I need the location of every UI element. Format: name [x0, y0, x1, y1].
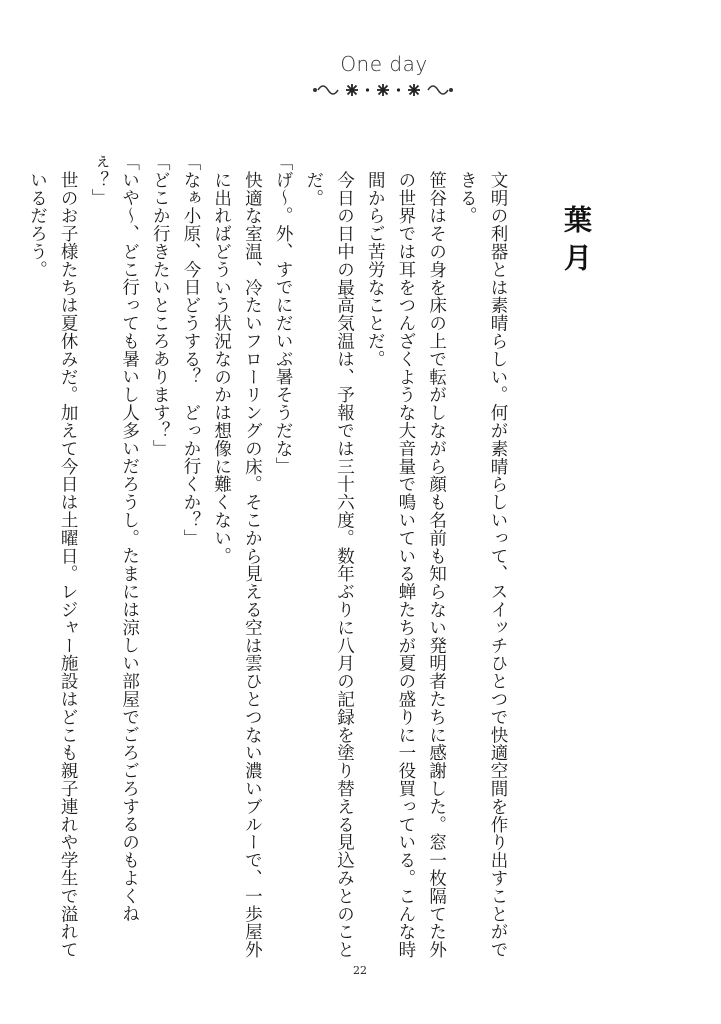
- paragraph: 文明の利器とは素晴らしい。何が素晴らしいって、スイッチひとつで快適空間を作り出すことができる。: [457, 171, 508, 959]
- paragraph: 笹谷はその身を床の上で転がしながら顔も名前も知らない発明者たちに感謝した。窓一枚隔てた外の世界では耳をつんざくような大音量で鳴いている蝉たちが夏の盛りに一役買っている。こんな時間からご苦労なことだ。: [365, 171, 447, 959]
- dialogue-line: 「げ〜。外、すでにだいぶ暑そうだな」: [273, 153, 294, 476]
- ornament-icon: [300, 76, 466, 102]
- paragraph: 世のお子様たちは夏休みだ。加えて今日は土曜日。レジャー施設はどこも親子連れや学生で溢れているだろう。: [27, 171, 79, 959]
- ornament-divider: [300, 76, 466, 102]
- page-number: 22: [353, 964, 367, 977]
- story-body: [22, 153, 513, 963]
- author-name: 葉月: [560, 205, 593, 281]
- chapter-title: One day: [340, 52, 428, 76]
- dialogue-line: 「いや〜、どこ行っても暑いし人多いだろうし。たまには涼しい部屋でごろごろするのもよくねぇ？」: [88, 153, 140, 923]
- paragraph: 快適な室温、冷たいフローリングの床。そこから見える空は雲ひとつない濃いブルーで、一歩屋外に出ればどういう状況なのかは想像に難くない。: [211, 171, 263, 959]
- dialogue-line: 「なぁ小原、今日どうする？ どっか行くか？」: [180, 153, 201, 547]
- dialogue-line: 「どこか行きたいところあります？」: [150, 153, 171, 458]
- paragraph: 今日の日中の最高気温は、予報では三十六度。数年ぶりに八月の記録を塗り替える見込みとのことだ。: [303, 171, 355, 959]
